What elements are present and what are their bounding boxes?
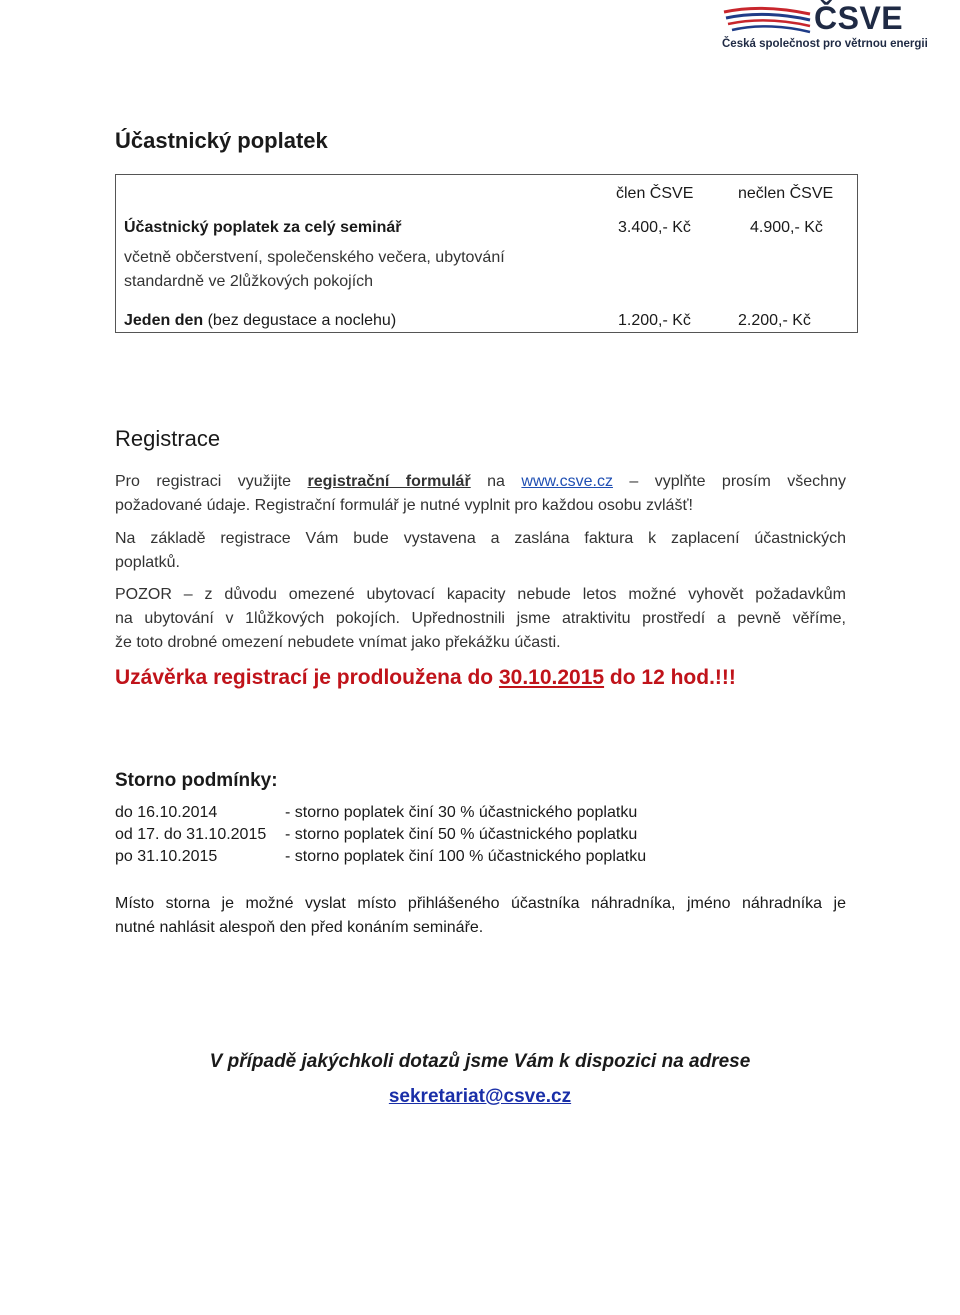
storno-text: - storno poplatek činí 100 % účastnického poplatku xyxy=(285,848,647,865)
fee-table xyxy=(115,174,858,333)
deadline-prefix: Uzávěrka registrací je prodloužena do xyxy=(115,666,499,689)
storno-note xyxy=(115,892,846,940)
deadline-date: 30.10.2015 xyxy=(498,666,605,689)
contact-email-wrap xyxy=(0,1086,960,1108)
reg-p3-line-3: že toto drobné omezení nebudete vnímat jako překážku účasti. xyxy=(115,634,561,651)
day-fee-label-rest: (bez degustace a noclehu) xyxy=(203,312,397,329)
storno-date: po 31.10.2015 xyxy=(115,848,218,865)
logo-name: ČSVE xyxy=(814,0,904,36)
full-fee-member: 3.400,- Kč xyxy=(618,219,691,236)
day-fee-label xyxy=(124,312,396,330)
reg-p1-line-2: požadované údaje. Registrační formulář je nutné vyplnit pro každou osobu zvlášť! xyxy=(115,497,693,514)
storno-note-line-1: Místo storna je možné vyslat místo přihlášeného účastníka náhradníka, jméno náhradníka je xyxy=(115,895,846,912)
reg-p3-line-1: POZOR – z důvodu omezené ubytovací kapacity nebude letos možné vyhovět požadavkům xyxy=(115,586,846,603)
registration-paragraph-3 xyxy=(115,583,846,655)
reg-p2-line-1: Na základě registrace Vám bude vystavena a zaslána faktura k zaplacení účastnických xyxy=(115,530,846,547)
storno-note-line-2: nutné nahlásit alespoň den před konáním semináře. xyxy=(115,919,484,936)
header-member: člen ČSVE xyxy=(616,185,694,202)
day-fee-label-bold: Jeden den xyxy=(124,312,204,329)
full-fee-note-2: standardně ve 2lůžkových pokojích xyxy=(124,273,374,290)
registration-paragraph-1 xyxy=(115,470,846,518)
reg-p1-text-1: Pro registraci využijte xyxy=(115,473,292,490)
registration-form-link[interactable]: registrační formulář xyxy=(307,473,471,490)
wind-swoosh-icon xyxy=(722,4,812,38)
day-fee-member: 1.200,- Kč xyxy=(618,312,691,329)
registration-paragraph-2 xyxy=(115,527,846,575)
full-fee-note-1: včetně občerstvení, společenského večera, ubytování xyxy=(124,249,505,266)
reg-p2-line-2: poplatků. xyxy=(115,554,180,571)
logo-subtitle: Česká společnost pro větrnou energii xyxy=(722,38,928,50)
contact-text: V případě jakýchkoli dotazů jsme Vám k dispozici na adrese xyxy=(209,1051,751,1072)
deadline-suffix: do 12 hod.!!! xyxy=(604,666,736,689)
reg-p3-line-2: na ubytování v 1lůžkových pokojích. Upřednostnili jsme atraktivitu prostředí a pevně věříme, xyxy=(115,610,846,627)
csve-website-link[interactable]: www.csve.cz xyxy=(521,473,613,490)
reg-p1-line-1 xyxy=(115,470,846,494)
reg-p1-text-3: – vyplňte prosím všechny xyxy=(629,473,846,490)
day-fee-non-member: 2.200,- Kč xyxy=(738,312,811,329)
storno-text: - storno poplatek činí 30 % účastnického poplatku xyxy=(285,804,638,821)
header-non-member: nečlen ČSVE xyxy=(738,185,834,202)
fee-title: Účastnický poplatek xyxy=(115,128,328,153)
registration-deadline xyxy=(115,666,736,690)
storno-text: - storno poplatek činí 50 % účastnického poplatku xyxy=(285,826,638,843)
registration-title: Registrace xyxy=(115,426,221,451)
full-fee-non-member: 4.900,- Kč xyxy=(750,219,823,236)
full-fee-label: Účastnický poplatek za celý seminář xyxy=(124,219,402,236)
storno-title: Storno podmínky: xyxy=(115,770,278,791)
contact-email-link[interactable]: sekretariat@csve.cz xyxy=(388,1086,572,1107)
storno-date: do 16.10.2014 xyxy=(115,804,218,821)
storno-date: od 17. do 31.10.2015 xyxy=(115,826,267,843)
csve-logo xyxy=(722,0,942,52)
reg-p1-text-2: na xyxy=(487,473,505,490)
